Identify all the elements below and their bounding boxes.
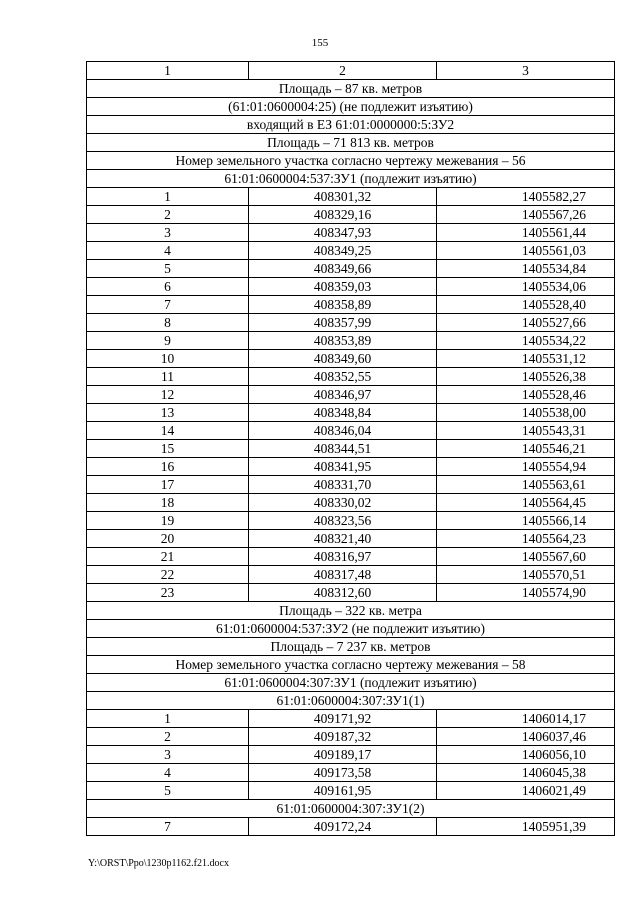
y-coordinate: 1405564,23 xyxy=(437,530,615,548)
point-number: 1 xyxy=(87,710,249,728)
section-heading: Площадь – 7 237 кв. метров xyxy=(87,638,615,656)
table-row xyxy=(87,386,615,404)
x-coordinate: 408346,04 xyxy=(249,422,437,440)
file-path-footer: Y:\ORST\Ppo\1230p1162.f21.docx xyxy=(88,858,229,869)
page-number: 155 xyxy=(311,37,329,49)
y-coordinate: 1406037,46 xyxy=(437,728,615,746)
table-row xyxy=(87,260,615,278)
point-number: 3 xyxy=(87,746,249,764)
x-coordinate: 409171,92 xyxy=(249,710,437,728)
x-coordinate: 409172,24 xyxy=(249,818,437,836)
y-coordinate: 1405567,26 xyxy=(437,206,615,224)
table-row xyxy=(87,206,615,224)
table-row xyxy=(87,242,615,260)
x-coordinate: 408358,89 xyxy=(249,296,437,314)
x-coordinate: 408353,89 xyxy=(249,332,437,350)
section-row xyxy=(87,674,615,692)
point-number: 3 xyxy=(87,224,249,242)
section-row xyxy=(87,620,615,638)
point-number: 5 xyxy=(87,782,249,800)
y-coordinate: 1406056,10 xyxy=(437,746,615,764)
table-row xyxy=(87,710,615,728)
x-coordinate: 408346,97 xyxy=(249,386,437,404)
coordinates-table xyxy=(86,61,615,836)
section-row xyxy=(87,692,615,710)
x-coordinate: 409173,58 xyxy=(249,764,437,782)
x-coordinate: 409189,17 xyxy=(249,746,437,764)
section-row xyxy=(87,602,615,620)
section-row xyxy=(87,152,615,170)
x-coordinate: 408352,55 xyxy=(249,368,437,386)
point-number: 21 xyxy=(87,548,249,566)
section-heading: 61:01:0600004:537:ЗУ2 (не подлежит изъятию) xyxy=(87,620,615,638)
section-heading: Площадь – 322 кв. метра xyxy=(87,602,615,620)
section-heading: 61:01:0600004:307:ЗУ1 (подлежит изъятию) xyxy=(87,674,615,692)
table-row xyxy=(87,224,615,242)
point-number: 9 xyxy=(87,332,249,350)
section-row xyxy=(87,80,615,98)
table-row xyxy=(87,440,615,458)
x-coordinate: 408349,25 xyxy=(249,242,437,260)
point-number: 18 xyxy=(87,494,249,512)
point-number: 23 xyxy=(87,584,249,602)
table-row xyxy=(87,458,615,476)
table-row xyxy=(87,314,615,332)
section-heading: (61:01:0600004:25) (не подлежит изъятию) xyxy=(87,98,615,116)
point-number: 19 xyxy=(87,512,249,530)
table-row xyxy=(87,296,615,314)
point-number: 6 xyxy=(87,278,249,296)
table-row xyxy=(87,818,615,836)
point-number: 8 xyxy=(87,314,249,332)
point-number: 4 xyxy=(87,242,249,260)
table-row xyxy=(87,782,615,800)
x-coordinate: 408349,66 xyxy=(249,260,437,278)
point-number: 12 xyxy=(87,386,249,404)
point-number: 16 xyxy=(87,458,249,476)
section-heading: 61:01:0600004:307:ЗУ1(2) xyxy=(87,800,615,818)
x-coordinate: 408347,93 xyxy=(249,224,437,242)
section-row xyxy=(87,656,615,674)
y-coordinate: 1406045,38 xyxy=(437,764,615,782)
y-coordinate: 1405528,46 xyxy=(437,386,615,404)
x-coordinate: 408317,48 xyxy=(249,566,437,584)
table-row xyxy=(87,188,615,206)
table-row xyxy=(87,764,615,782)
x-coordinate: 408344,51 xyxy=(249,440,437,458)
column-header-3: 3 xyxy=(437,62,615,80)
x-coordinate: 408330,02 xyxy=(249,494,437,512)
x-coordinate: 409187,32 xyxy=(249,728,437,746)
x-coordinate: 408312,60 xyxy=(249,584,437,602)
x-coordinate: 408316,97 xyxy=(249,548,437,566)
table-row xyxy=(87,728,615,746)
x-coordinate: 408359,03 xyxy=(249,278,437,296)
point-number: 5 xyxy=(87,260,249,278)
point-number: 17 xyxy=(87,476,249,494)
y-coordinate: 1405566,14 xyxy=(437,512,615,530)
table-row xyxy=(87,332,615,350)
y-coordinate: 1405538,00 xyxy=(437,404,615,422)
y-coordinate: 1405526,38 xyxy=(437,368,615,386)
point-number: 11 xyxy=(87,368,249,386)
table-body xyxy=(87,80,615,836)
y-coordinate: 1405527,66 xyxy=(437,314,615,332)
section-row xyxy=(87,116,615,134)
point-number: 2 xyxy=(87,728,249,746)
y-coordinate: 1405570,51 xyxy=(437,566,615,584)
section-row xyxy=(87,800,615,818)
x-coordinate: 408301,32 xyxy=(249,188,437,206)
x-coordinate: 409161,95 xyxy=(249,782,437,800)
y-coordinate: 1405561,03 xyxy=(437,242,615,260)
table-row xyxy=(87,422,615,440)
column-header-1: 1 xyxy=(87,62,249,80)
point-number: 22 xyxy=(87,566,249,584)
section-heading: Площадь – 87 кв. метров xyxy=(87,80,615,98)
section-row xyxy=(87,170,615,188)
table-row xyxy=(87,584,615,602)
point-number: 20 xyxy=(87,530,249,548)
column-header-2: 2 xyxy=(249,62,437,80)
point-number: 7 xyxy=(87,818,249,836)
table-row xyxy=(87,512,615,530)
table-row xyxy=(87,278,615,296)
y-coordinate: 1405951,39 xyxy=(437,818,615,836)
section-heading: 61:01:0600004:307:ЗУ1(1) xyxy=(87,692,615,710)
point-number: 15 xyxy=(87,440,249,458)
table-row xyxy=(87,350,615,368)
x-coordinate: 408329,16 xyxy=(249,206,437,224)
table-row xyxy=(87,404,615,422)
y-coordinate: 1405564,45 xyxy=(437,494,615,512)
y-coordinate: 1406014,17 xyxy=(437,710,615,728)
y-coordinate: 1406021,49 xyxy=(437,782,615,800)
point-number: 14 xyxy=(87,422,249,440)
section-heading: 61:01:0600004:537:ЗУ1 (подлежит изъятию) xyxy=(87,170,615,188)
point-number: 13 xyxy=(87,404,249,422)
table-row xyxy=(87,530,615,548)
point-number: 7 xyxy=(87,296,249,314)
y-coordinate: 1405582,27 xyxy=(437,188,615,206)
y-coordinate: 1405554,94 xyxy=(437,458,615,476)
x-coordinate: 408331,70 xyxy=(249,476,437,494)
section-heading: Номер земельного участка согласно чертежу межевания – 58 xyxy=(87,656,615,674)
table-row xyxy=(87,548,615,566)
table-row xyxy=(87,368,615,386)
y-coordinate: 1405534,06 xyxy=(437,278,615,296)
y-coordinate: 1405561,44 xyxy=(437,224,615,242)
y-coordinate: 1405534,84 xyxy=(437,260,615,278)
section-row xyxy=(87,98,615,116)
point-number: 2 xyxy=(87,206,249,224)
x-coordinate: 408323,56 xyxy=(249,512,437,530)
y-coordinate: 1405543,31 xyxy=(437,422,615,440)
section-heading: входящий в ЕЗ 61:01:0000000:5:ЗУ2 xyxy=(87,116,615,134)
x-coordinate: 408357,99 xyxy=(249,314,437,332)
section-heading: Номер земельного участка согласно чертежу межевания – 56 xyxy=(87,152,615,170)
table-row xyxy=(87,494,615,512)
y-coordinate: 1405563,61 xyxy=(437,476,615,494)
point-number: 4 xyxy=(87,764,249,782)
point-number: 1 xyxy=(87,188,249,206)
table-row xyxy=(87,746,615,764)
table-row xyxy=(87,476,615,494)
section-row xyxy=(87,134,615,152)
y-coordinate: 1405574,90 xyxy=(437,584,615,602)
section-row xyxy=(87,638,615,656)
x-coordinate: 408349,60 xyxy=(249,350,437,368)
x-coordinate: 408341,95 xyxy=(249,458,437,476)
section-heading: Площадь – 71 813 кв. метров xyxy=(87,134,615,152)
table-header-row xyxy=(87,62,615,80)
y-coordinate: 1405567,60 xyxy=(437,548,615,566)
x-coordinate: 408321,40 xyxy=(249,530,437,548)
y-coordinate: 1405531,12 xyxy=(437,350,615,368)
table-row xyxy=(87,566,615,584)
y-coordinate: 1405534,22 xyxy=(437,332,615,350)
point-number: 10 xyxy=(87,350,249,368)
y-coordinate: 1405528,40 xyxy=(437,296,615,314)
x-coordinate: 408348,84 xyxy=(249,404,437,422)
y-coordinate: 1405546,21 xyxy=(437,440,615,458)
